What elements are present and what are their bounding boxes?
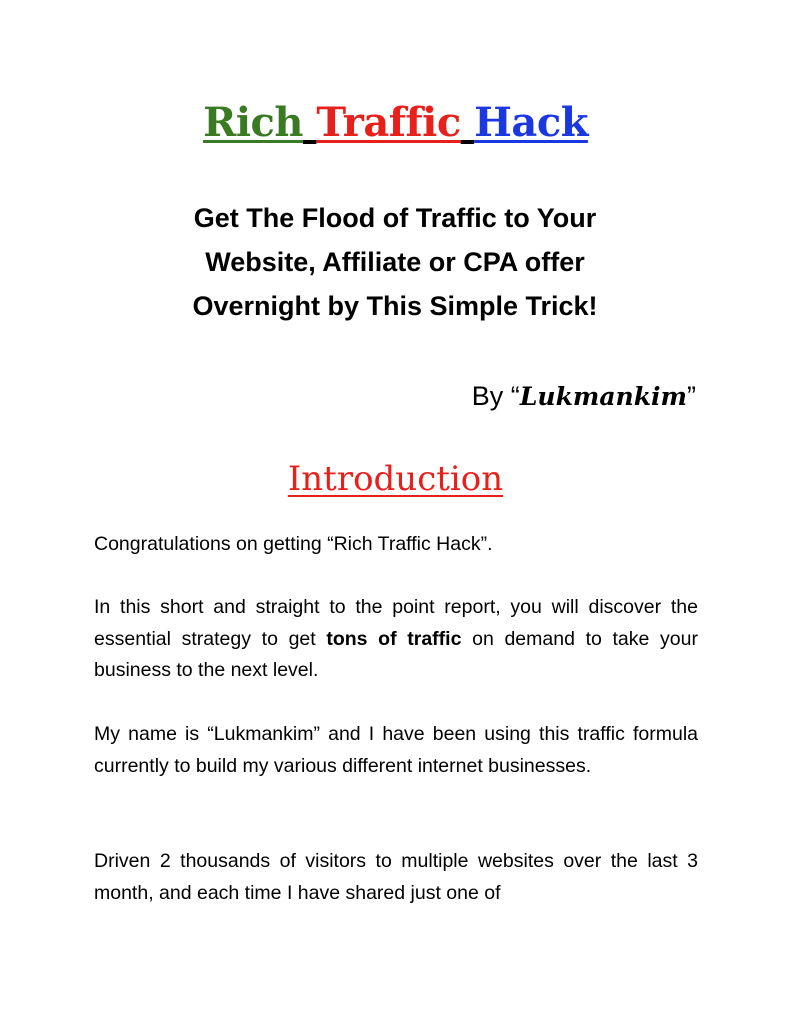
paragraph-2-bold: tons of traffic [326, 627, 462, 650]
paragraph-2 [94, 592, 698, 687]
subtitle-line-1: Get The Flood of Traffic to Your [193, 203, 597, 233]
subtitle [95, 196, 695, 328]
title-word-traffic: Traffic [316, 99, 461, 146]
subtitle-line-2: Website, Affiliate or CPA offer [205, 247, 585, 277]
byline [472, 376, 696, 417]
paragraph-4: Driven 2 thousands of visitors to multiple websites over the last 3 month, and each time I have shared just one of [94, 850, 698, 904]
byline-suffix: ” [687, 381, 696, 411]
byline-author: Lukmankim [519, 382, 687, 411]
paragraph-2-text-b: on demand to take your business to the next level. [94, 627, 698, 681]
paragraph-3: My name is “Lukmankim” and I have been using this traffic formula currently to build my various different internet businesses. [94, 723, 698, 777]
title-word-rich: Rich [203, 99, 303, 146]
byline-prefix: By “ [471, 381, 520, 411]
page-title [0, 98, 791, 148]
section-heading: Introduction [287, 459, 504, 499]
paragraph-1: Congratulations on getting “Rich Traffic Hack”. [94, 533, 493, 555]
paragraph-2-text-a: In this short and straight to the point report, you will discover the essential strategy to get [94, 596, 698, 650]
subtitle-line-3: Overnight by This Simple Trick! [192, 291, 598, 321]
title-word-hack: Hack [474, 99, 588, 146]
